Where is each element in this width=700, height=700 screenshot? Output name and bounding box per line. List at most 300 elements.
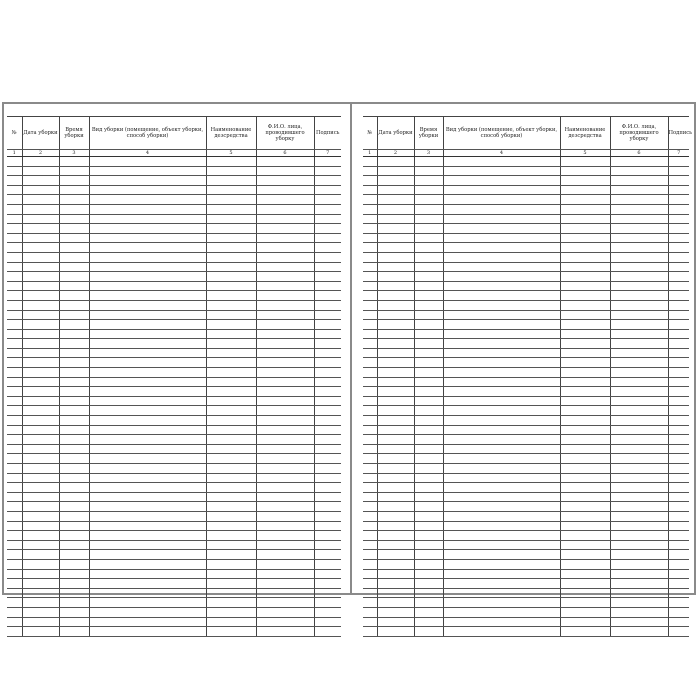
table-cell [256, 281, 314, 291]
table-cell [206, 281, 256, 291]
table-cell [377, 627, 414, 637]
table-cell [377, 176, 414, 186]
table-cell [59, 320, 89, 330]
table-cell [314, 607, 341, 617]
table-cell [377, 166, 414, 176]
table-row [7, 281, 341, 291]
table-cell [7, 320, 22, 330]
table-cell [560, 272, 610, 282]
table-cell [668, 598, 689, 608]
table-cell [414, 435, 443, 445]
table-cell [206, 502, 256, 512]
table-cell [443, 511, 560, 521]
table-cell [22, 339, 59, 349]
table-cell [314, 204, 341, 214]
table-cell [377, 559, 414, 569]
table-cell [256, 617, 314, 627]
table-row [7, 224, 341, 234]
table-cell [377, 310, 414, 320]
table-cell [22, 166, 59, 176]
table-cell [377, 464, 414, 474]
table-cell [610, 540, 668, 550]
table-cell [377, 262, 414, 272]
table-cell [363, 348, 377, 358]
table-cell [610, 224, 668, 234]
table-cell [59, 396, 89, 406]
table-cell [560, 464, 610, 474]
table-row [363, 320, 689, 330]
table-cell [377, 396, 414, 406]
table-cell [610, 281, 668, 291]
table-cell [377, 195, 414, 205]
table-cell [668, 607, 689, 617]
table-cell [206, 511, 256, 521]
table-cell [206, 233, 256, 243]
table-cell [668, 454, 689, 464]
table-row [7, 425, 341, 435]
table-cell [560, 320, 610, 330]
table-cell [443, 185, 560, 195]
table-cell [560, 511, 610, 521]
table-cell [314, 511, 341, 521]
table-cell [377, 454, 414, 464]
table-cell [377, 214, 414, 224]
table-cell [560, 243, 610, 253]
table-cell [560, 416, 610, 426]
table-cell [414, 607, 443, 617]
table-cell [89, 464, 206, 474]
table-row [363, 204, 689, 214]
table-cell [363, 195, 377, 205]
table-cell [377, 579, 414, 589]
table-cell [668, 425, 689, 435]
table-cell [363, 252, 377, 262]
table-cell [7, 502, 22, 512]
table-cell [668, 233, 689, 243]
table-cell [22, 454, 59, 464]
table-cell [7, 492, 22, 502]
table-cell [59, 579, 89, 589]
table-cell [256, 396, 314, 406]
table-cell [668, 511, 689, 521]
table-cell [377, 233, 414, 243]
table-row [363, 224, 689, 234]
table-cell [377, 492, 414, 502]
table-cell [59, 176, 89, 186]
table-cell [610, 531, 668, 541]
table-cell [668, 195, 689, 205]
table-cell [7, 310, 22, 320]
table-cell [22, 492, 59, 502]
table-cell [668, 157, 689, 167]
table-cell [363, 607, 377, 617]
table-cell [314, 262, 341, 272]
table-cell [668, 521, 689, 531]
table-cell [206, 262, 256, 272]
table-cell [443, 464, 560, 474]
table-row [7, 243, 341, 253]
table-cell [7, 559, 22, 569]
table-cell [443, 320, 560, 330]
table-cell [206, 195, 256, 205]
right-page [363, 116, 692, 588]
col-header-date: Дата уборки [377, 117, 414, 150]
table-cell [206, 607, 256, 617]
table-row [7, 185, 341, 195]
table-cell [610, 627, 668, 637]
table-row [7, 176, 341, 186]
table-cell [7, 454, 22, 464]
table-cell [314, 396, 341, 406]
table-cell [610, 300, 668, 310]
table-cell [256, 329, 314, 339]
table-cell [89, 483, 206, 493]
table-cell [7, 511, 22, 521]
table-cell [7, 272, 22, 282]
table-cell [206, 598, 256, 608]
table-cell [22, 368, 59, 378]
table-cell [206, 300, 256, 310]
table-cell [206, 176, 256, 186]
table-cell [377, 416, 414, 426]
table-cell [256, 627, 314, 637]
table-cell [59, 329, 89, 339]
table-cell [668, 166, 689, 176]
table-cell [59, 262, 89, 272]
table-cell [443, 425, 560, 435]
table-row [7, 291, 341, 301]
table-cell [668, 550, 689, 560]
table-cell [7, 368, 22, 378]
table-cell [59, 224, 89, 234]
table-cell [89, 272, 206, 282]
table-cell [256, 473, 314, 483]
table-cell [443, 157, 560, 167]
table-cell [668, 262, 689, 272]
table-cell [59, 559, 89, 569]
table-cell [256, 569, 314, 579]
col-header-disinfectant: Наименование дезсредства [560, 117, 610, 150]
table-cell [89, 243, 206, 253]
table-row [363, 214, 689, 224]
table-cell [414, 416, 443, 426]
table-cell [560, 185, 610, 195]
table-row [363, 348, 689, 358]
table-row [363, 291, 689, 301]
table-cell [363, 358, 377, 368]
table-cell [610, 157, 668, 167]
table-cell [256, 511, 314, 521]
table-cell [89, 559, 206, 569]
table-row [7, 396, 341, 406]
table-cell [363, 204, 377, 214]
table-cell [314, 425, 341, 435]
table-cell [377, 320, 414, 330]
table-cell [363, 521, 377, 531]
table-cell [443, 176, 560, 186]
table-cell [22, 358, 59, 368]
table-cell [89, 406, 206, 416]
col-header-cleaning-type: Вид уборки (помещение, объект уборки, способ уборки) [89, 117, 206, 150]
table-cell [560, 425, 610, 435]
table-cell [7, 252, 22, 262]
table-cell [377, 531, 414, 541]
log-body [363, 157, 689, 637]
table-cell [22, 569, 59, 579]
table-cell [256, 252, 314, 262]
table-cell [363, 262, 377, 272]
table-cell [89, 262, 206, 272]
table-cell [314, 320, 341, 330]
table-cell [414, 454, 443, 464]
table-cell [668, 531, 689, 541]
table-cell [377, 224, 414, 234]
table-cell [377, 368, 414, 378]
table-row [363, 157, 689, 167]
table-row [363, 464, 689, 474]
table-cell [59, 588, 89, 598]
table-cell [314, 368, 341, 378]
table-row [7, 406, 341, 416]
table-cell [22, 521, 59, 531]
table-cell [256, 157, 314, 167]
table-row [363, 617, 689, 627]
column-number-row [7, 150, 341, 157]
table-cell [22, 588, 59, 598]
table-cell [377, 473, 414, 483]
table-cell [377, 550, 414, 560]
table-cell [314, 531, 341, 541]
table-cell [377, 598, 414, 608]
table-cell [377, 281, 414, 291]
table-cell [610, 617, 668, 627]
table-cell [610, 559, 668, 569]
table-cell [206, 464, 256, 474]
table-cell [314, 291, 341, 301]
table-cell [377, 502, 414, 512]
col-header-time: Время уборки [414, 117, 443, 150]
table-cell [443, 300, 560, 310]
table-cell [22, 310, 59, 320]
table-cell [314, 329, 341, 339]
table-cell [668, 368, 689, 378]
table-cell [7, 540, 22, 550]
table-cell [206, 358, 256, 368]
table-cell [414, 377, 443, 387]
table-row [363, 262, 689, 272]
table-row [363, 358, 689, 368]
table-cell [59, 387, 89, 397]
table-row [7, 339, 341, 349]
table-cell [610, 329, 668, 339]
table-cell [206, 425, 256, 435]
table-cell [89, 176, 206, 186]
table-cell [59, 416, 89, 426]
table-cell [414, 185, 443, 195]
table-cell [443, 329, 560, 339]
table-cell [414, 300, 443, 310]
table-cell [59, 339, 89, 349]
table-cell [314, 272, 341, 282]
table-cell [7, 617, 22, 627]
table-row [363, 483, 689, 493]
table-cell [560, 281, 610, 291]
table-cell [560, 406, 610, 416]
col-number: 7 [314, 150, 341, 157]
table-cell [22, 502, 59, 512]
table-cell [668, 502, 689, 512]
table-cell [206, 617, 256, 627]
col-header-time: Время уборки [59, 117, 89, 150]
table-cell [610, 348, 668, 358]
table-cell [256, 348, 314, 358]
table-cell [443, 368, 560, 378]
table-cell [59, 300, 89, 310]
table-cell [89, 492, 206, 502]
table-cell [668, 243, 689, 253]
table-cell [256, 243, 314, 253]
table-cell [59, 627, 89, 637]
table-cell [668, 579, 689, 589]
table-cell [256, 464, 314, 474]
table-cell [668, 329, 689, 339]
table-cell [560, 300, 610, 310]
table-row [7, 348, 341, 358]
col-header-person: Ф.И.О. лица, проводившего уборку [256, 117, 314, 150]
table-row [363, 416, 689, 426]
table-cell [22, 617, 59, 627]
table-cell [414, 483, 443, 493]
table-cell [7, 579, 22, 589]
table-cell [610, 435, 668, 445]
table-cell [610, 252, 668, 262]
table-row [7, 617, 341, 627]
table-cell [22, 425, 59, 435]
table-row [363, 454, 689, 464]
table-cell [414, 550, 443, 560]
table-cell [560, 598, 610, 608]
table-cell [22, 176, 59, 186]
table-cell [668, 281, 689, 291]
table-cell [610, 473, 668, 483]
table-cell [560, 502, 610, 512]
table-cell [414, 320, 443, 330]
table-row [7, 368, 341, 378]
table-cell [668, 416, 689, 426]
table-cell [7, 444, 22, 454]
table-row [7, 531, 341, 541]
table-cell [668, 377, 689, 387]
table-cell [22, 281, 59, 291]
table-cell [363, 627, 377, 637]
table-cell [560, 291, 610, 301]
table-cell [89, 511, 206, 521]
table-cell [560, 607, 610, 617]
table-row [363, 252, 689, 262]
table-cell [610, 233, 668, 243]
table-row [363, 310, 689, 320]
table-row [363, 569, 689, 579]
table-cell [89, 444, 206, 454]
table-cell [363, 406, 377, 416]
table-cell [206, 435, 256, 445]
table-cell [610, 377, 668, 387]
table-row [363, 195, 689, 205]
table-row [7, 329, 341, 339]
table-cell [314, 502, 341, 512]
table-cell [256, 521, 314, 531]
table-cell [363, 243, 377, 253]
table-cell [668, 387, 689, 397]
table-cell [443, 291, 560, 301]
table-cell [377, 435, 414, 445]
table-cell [314, 358, 341, 368]
table-cell [363, 396, 377, 406]
table-cell [668, 310, 689, 320]
table-row [363, 588, 689, 598]
table-cell [256, 233, 314, 243]
table-cell [560, 233, 610, 243]
table-cell [59, 492, 89, 502]
table-cell [377, 511, 414, 521]
table-row [7, 454, 341, 464]
table-cell [89, 348, 206, 358]
table-cell [206, 588, 256, 598]
table-cell [89, 166, 206, 176]
table-cell [256, 416, 314, 426]
table-cell [256, 300, 314, 310]
table-cell [314, 310, 341, 320]
table-cell [7, 598, 22, 608]
table-cell [363, 502, 377, 512]
table-cell [7, 195, 22, 205]
table-cell [314, 224, 341, 234]
table-cell [377, 569, 414, 579]
table-cell [206, 492, 256, 502]
table-cell [560, 454, 610, 464]
table-cell [206, 579, 256, 589]
table-cell [414, 588, 443, 598]
table-row [7, 464, 341, 474]
table-cell [206, 291, 256, 301]
table-cell [206, 483, 256, 493]
table-cell [7, 387, 22, 397]
table-cell [256, 540, 314, 550]
table-cell [206, 166, 256, 176]
table-cell [414, 310, 443, 320]
table-cell [89, 195, 206, 205]
table-cell [256, 262, 314, 272]
table-cell [377, 157, 414, 167]
table-cell [443, 214, 560, 224]
table-cell [7, 358, 22, 368]
table-cell [560, 387, 610, 397]
table-cell [89, 454, 206, 464]
table-cell [668, 300, 689, 310]
table-cell [668, 627, 689, 637]
table-row [363, 233, 689, 243]
table-cell [610, 262, 668, 272]
table-cell [22, 185, 59, 195]
table-cell [377, 348, 414, 358]
table-cell [414, 252, 443, 262]
table-cell [7, 243, 22, 253]
table-row [363, 176, 689, 186]
table-cell [610, 588, 668, 598]
table-cell [314, 617, 341, 627]
table-cell [414, 511, 443, 521]
table-cell [206, 396, 256, 406]
